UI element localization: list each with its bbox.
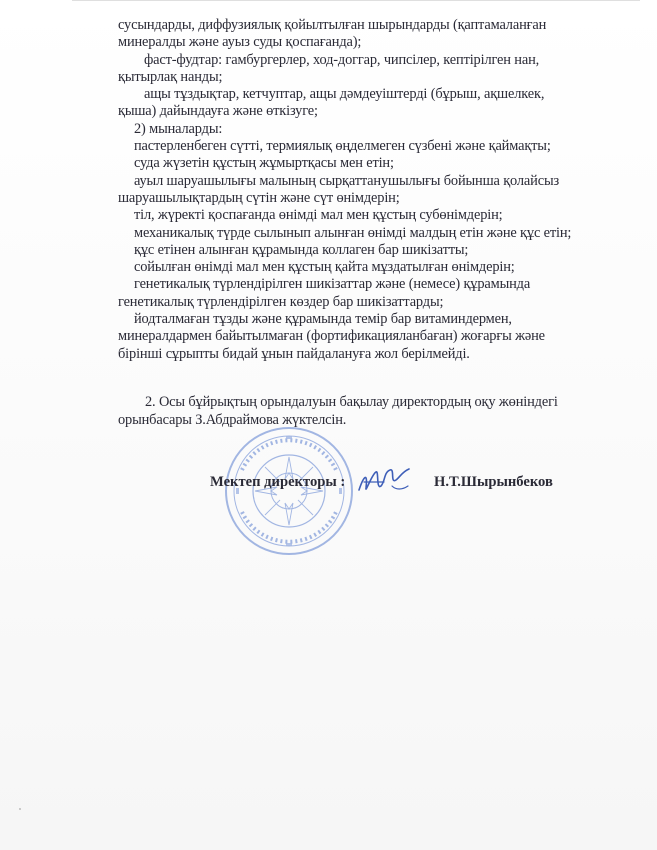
body-line: генетикалық түрлендірілген көздер бар шикізаттарды; bbox=[118, 293, 444, 310]
body-line: минералды және ауыз суды қоспағанда); bbox=[118, 34, 362, 51]
body-line: суда жүзетін құстың жұмыртқасы мен етін; bbox=[134, 155, 394, 172]
paragraph-line-2: орынбасары З.Абдраймова жүктелсін. bbox=[118, 412, 347, 428]
body-line: механикалық түрде сылынып алынған өнімді малдың етін және құс етін; bbox=[134, 224, 572, 241]
body-line: құс етінен алынған құрамында коллаген бар шикізатты; bbox=[134, 241, 469, 258]
director-title: Мектеп директоры : bbox=[210, 474, 346, 490]
scan-edge-line bbox=[72, 0, 640, 13]
body-line: ащы тұздықтар, кетчуптар, ащы дәмдеуіштерді (бұрыш, ақшелкек, bbox=[144, 86, 545, 103]
body-line: йодталмаған тұзды және құрамында темір бар витаминдермен, bbox=[134, 311, 512, 328]
director-name: Н.Т.Шырынбеков bbox=[434, 474, 553, 490]
scan-speck bbox=[19, 808, 21, 810]
order-body-text bbox=[118, 17, 623, 363]
paragraph-control bbox=[118, 393, 623, 429]
body-line: шаруашылықтардың сүтін және сүт өнімдерін; bbox=[118, 189, 400, 206]
body-line: генетикалық түрлендірілген шикізаттар және (немесе) құрамында bbox=[134, 276, 531, 293]
handwritten-signature-icon bbox=[354, 460, 414, 502]
body-line: қыша) дайындауға және өткізуге; bbox=[118, 103, 318, 120]
body-line: пастерленбеген сүтті, термиялық өңделмеген сүзбені және қаймақты; bbox=[134, 138, 551, 155]
body-line: фаст-фудтар: гамбургерлер, ход-доггар, чипсілер, кептірілген нан, bbox=[144, 51, 540, 68]
body-line: бірінші сұрыпты бидай ұнын пайдалануға жол берілмейді. bbox=[118, 345, 470, 362]
body-line: 2) мыналарды: bbox=[134, 120, 223, 137]
paragraph-line-1: 2. Осы бұйрықтың орындалуын бақылау директордың оқу жөніндегі bbox=[145, 394, 558, 410]
body-line: минералдармен байытылмаған (фортификацияланбаған) жоғарғы және bbox=[118, 328, 545, 345]
body-line: сойылған өнімді мал мен құстың қайта мұздатылған өнімдерін; bbox=[134, 259, 515, 276]
body-line: қытырлақ нанды; bbox=[118, 68, 223, 85]
body-line: ауыл шаруашылығы малының сырқаттанушылығы бойынша қолайсыз bbox=[134, 172, 559, 189]
body-line: сусындарды, диффузиялық қойылтылған шырындарды (қаптамаланған bbox=[118, 17, 547, 33]
body-line: тіл, жүректі қоспағанда өнімді мал мен құстың субөнімдерін; bbox=[134, 207, 503, 224]
